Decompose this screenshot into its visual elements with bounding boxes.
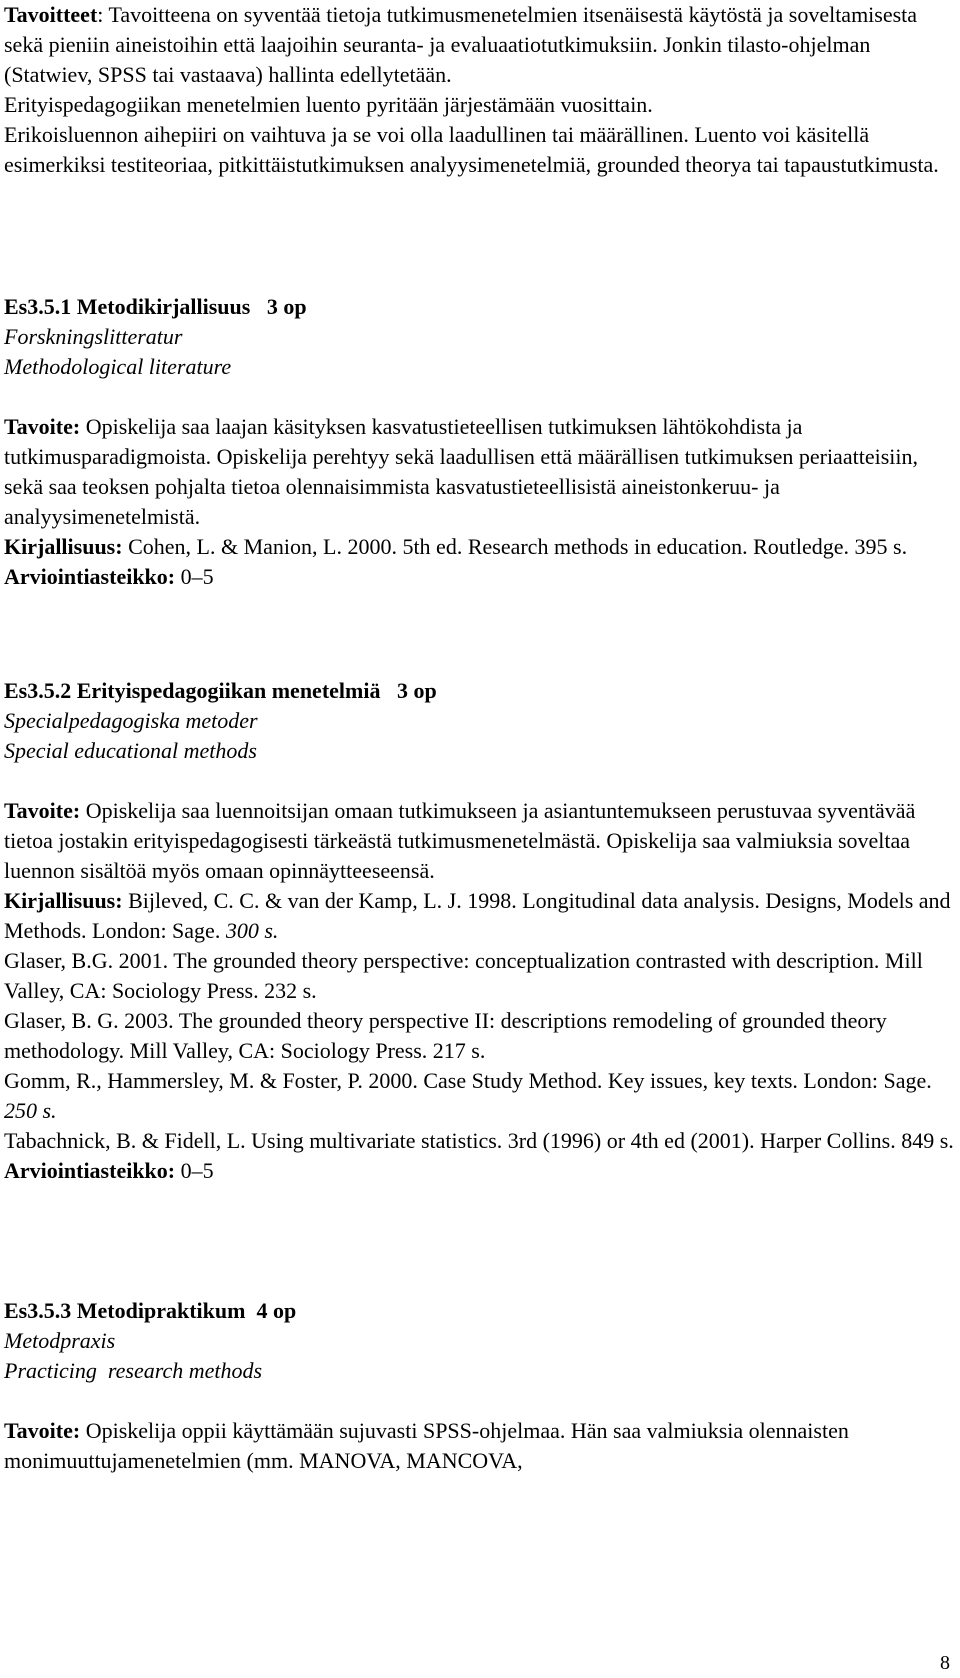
intro-text-1: : Tavoitteena on syventää tietoja tutkimusmenetelmien itsenäisestä käytöstä ja soveltamisesta sekä pieniin aineistoihin että laajoihin seuranta- ja evaluaatiotutkimuksiin. Jonkin tilasto-ohjelman (Statwiev, SPSS tai vastaava) hallinta edellytetään. <box>4 2 918 87</box>
course-code: Es3.5.2 <box>4 678 72 703</box>
literature-label: Kirjallisuus: <box>4 888 123 913</box>
course-heading <box>4 1296 954 1326</box>
course-english-title: Methodological literature <box>4 354 232 379</box>
course-swedish-title: Metodpraxis <box>4 1328 116 1353</box>
reference-entry: Tabachnick, B. & Fidell, L. Using multivariate statistics. 3rd (1996) or 4th ed (2001). Harper Collins. 849 s. <box>4 1128 954 1153</box>
course-code: Es3.5.3 <box>4 1298 72 1323</box>
literature-text: Cohen, L. & Manion, L. 2000. 5th ed. Research methods in education. Routledge. 395 s. <box>122 534 908 559</box>
reference-text: Gomm, R., Hammersley, M. & Foster, P. 2000. Case Study Method. Key issues, key texts. London: Sage. <box>4 1068 932 1093</box>
literature-label: Kirjallisuus: <box>4 534 123 559</box>
course-goal <box>4 1416 954 1476</box>
course-title: Erityispedagogiikan menetelmiä <box>71 678 381 703</box>
scale-label: Arviointiasteikko: <box>4 564 176 589</box>
course-credits: 3 op <box>396 678 437 703</box>
course-heading <box>4 676 954 706</box>
intro-section <box>4 0 954 180</box>
literature-text: Bijleved, C. C. & van der Kamp, L. J. 1998. Longitudinal data analysis. Designs, Models and Methods. London: Sage. <box>4 888 951 943</box>
course-title: Metodipraktikum <box>71 1298 246 1323</box>
course-es3-5-2 <box>4 676 954 1186</box>
scale-label: Arviointiasteikko: <box>4 1158 176 1183</box>
course-swedish-title: Forskningslitteratur <box>4 324 183 349</box>
goal-text: Opiskelija saa laajan käsityksen kasvatustieteellisen tutkimuksen lähtökohdista ja tutkimusparadigmoista. Opiskelija perehtyy sekä laadullisen että määrällisen tutkimuksen periaatteisiin, sekä saa teoksen pohjalta tietoa olennaisimmista kasvatustieteellisistä aineistonkeruu- ja analyysimenetelmistä. <box>4 414 918 529</box>
page-number: 8 <box>940 1652 950 1674</box>
course-english-title: Practicing research methods <box>4 1358 263 1383</box>
course-goal <box>4 412 954 532</box>
course-literature <box>4 886 954 946</box>
reference-entry <box>4 1066 954 1126</box>
course-goal <box>4 796 954 886</box>
course-english-title: Special educational methods <box>4 738 257 763</box>
intro-label: Tavoitteet <box>4 2 98 27</box>
intro-text-3: Erikoisluennon aihepiiri on vaihtuva ja se voi olla laadullinen tai määrällinen. <box>4 122 689 147</box>
course-credits: 3 op <box>266 294 307 319</box>
scale-value: 0–5 <box>175 1158 214 1183</box>
course-scale <box>4 562 954 592</box>
reference-entry: Glaser, B. G. 2003. The grounded theory perspective II: descriptions remodeling of grounded theory methodology. Mill Valley, CA: Sociology Press. 217 s. <box>4 1008 887 1063</box>
literature-pages: 300 s. <box>220 918 279 943</box>
course-title: Metodikirjallisuus <box>71 294 251 319</box>
course-literature <box>4 532 954 562</box>
goal-label: Tavoite: <box>4 414 81 439</box>
goal-text: Opiskelija oppii käyttämään sujuvasti SPSS-ohjelmaa. Hän saa valmiuksia olennaisten monimuuttujamenetelmien (mm. MANOVA, MANCOVA, <box>4 1418 849 1473</box>
goal-label: Tavoite: <box>4 798 81 823</box>
course-code: Es3.5.1 <box>4 294 72 319</box>
course-scale <box>4 1156 954 1186</box>
intro-text-2: Erityispedagogiikan menetelmien luento pyritään järjestämään vuosittain. <box>4 92 653 117</box>
course-credits: 4 op <box>256 1298 297 1323</box>
course-es3-5-1 <box>4 292 954 592</box>
intro-paragraph <box>4 0 954 180</box>
course-es3-5-3 <box>4 1296 954 1476</box>
goal-label: Tavoite: <box>4 1418 81 1443</box>
goal-text: Opiskelija saa luennoitsijan omaan tutkimukseen ja asiantuntemukseen perustuvaa syventävää tietoa jostakin erityispedagogisesti tärkeästä tutkimusmenetelmästä. Opiskelija saa valmiuksia soveltaa luennon sisältöä myös omaan opinnäytteeseensä. <box>4 798 916 883</box>
reference-pages: 250 s. <box>4 1098 57 1123</box>
reference-entry: Glaser, B.G. 2001. The grounded theory perspective: conceptualization contrasted with description. Mill Valley, CA: Sociology Press. 232 s. <box>4 948 923 1003</box>
course-heading <box>4 292 954 322</box>
course-swedish-title: Specialpedagogiska metoder <box>4 708 258 733</box>
intro-text-4: Luento voi käsitellä esimerkiksi testiteoriaa, pitkittäistutkimuksen analyysimenetelmiä, grounded theorya tai tapaustutkimusta. <box>4 122 939 177</box>
scale-value: 0–5 <box>175 564 214 589</box>
